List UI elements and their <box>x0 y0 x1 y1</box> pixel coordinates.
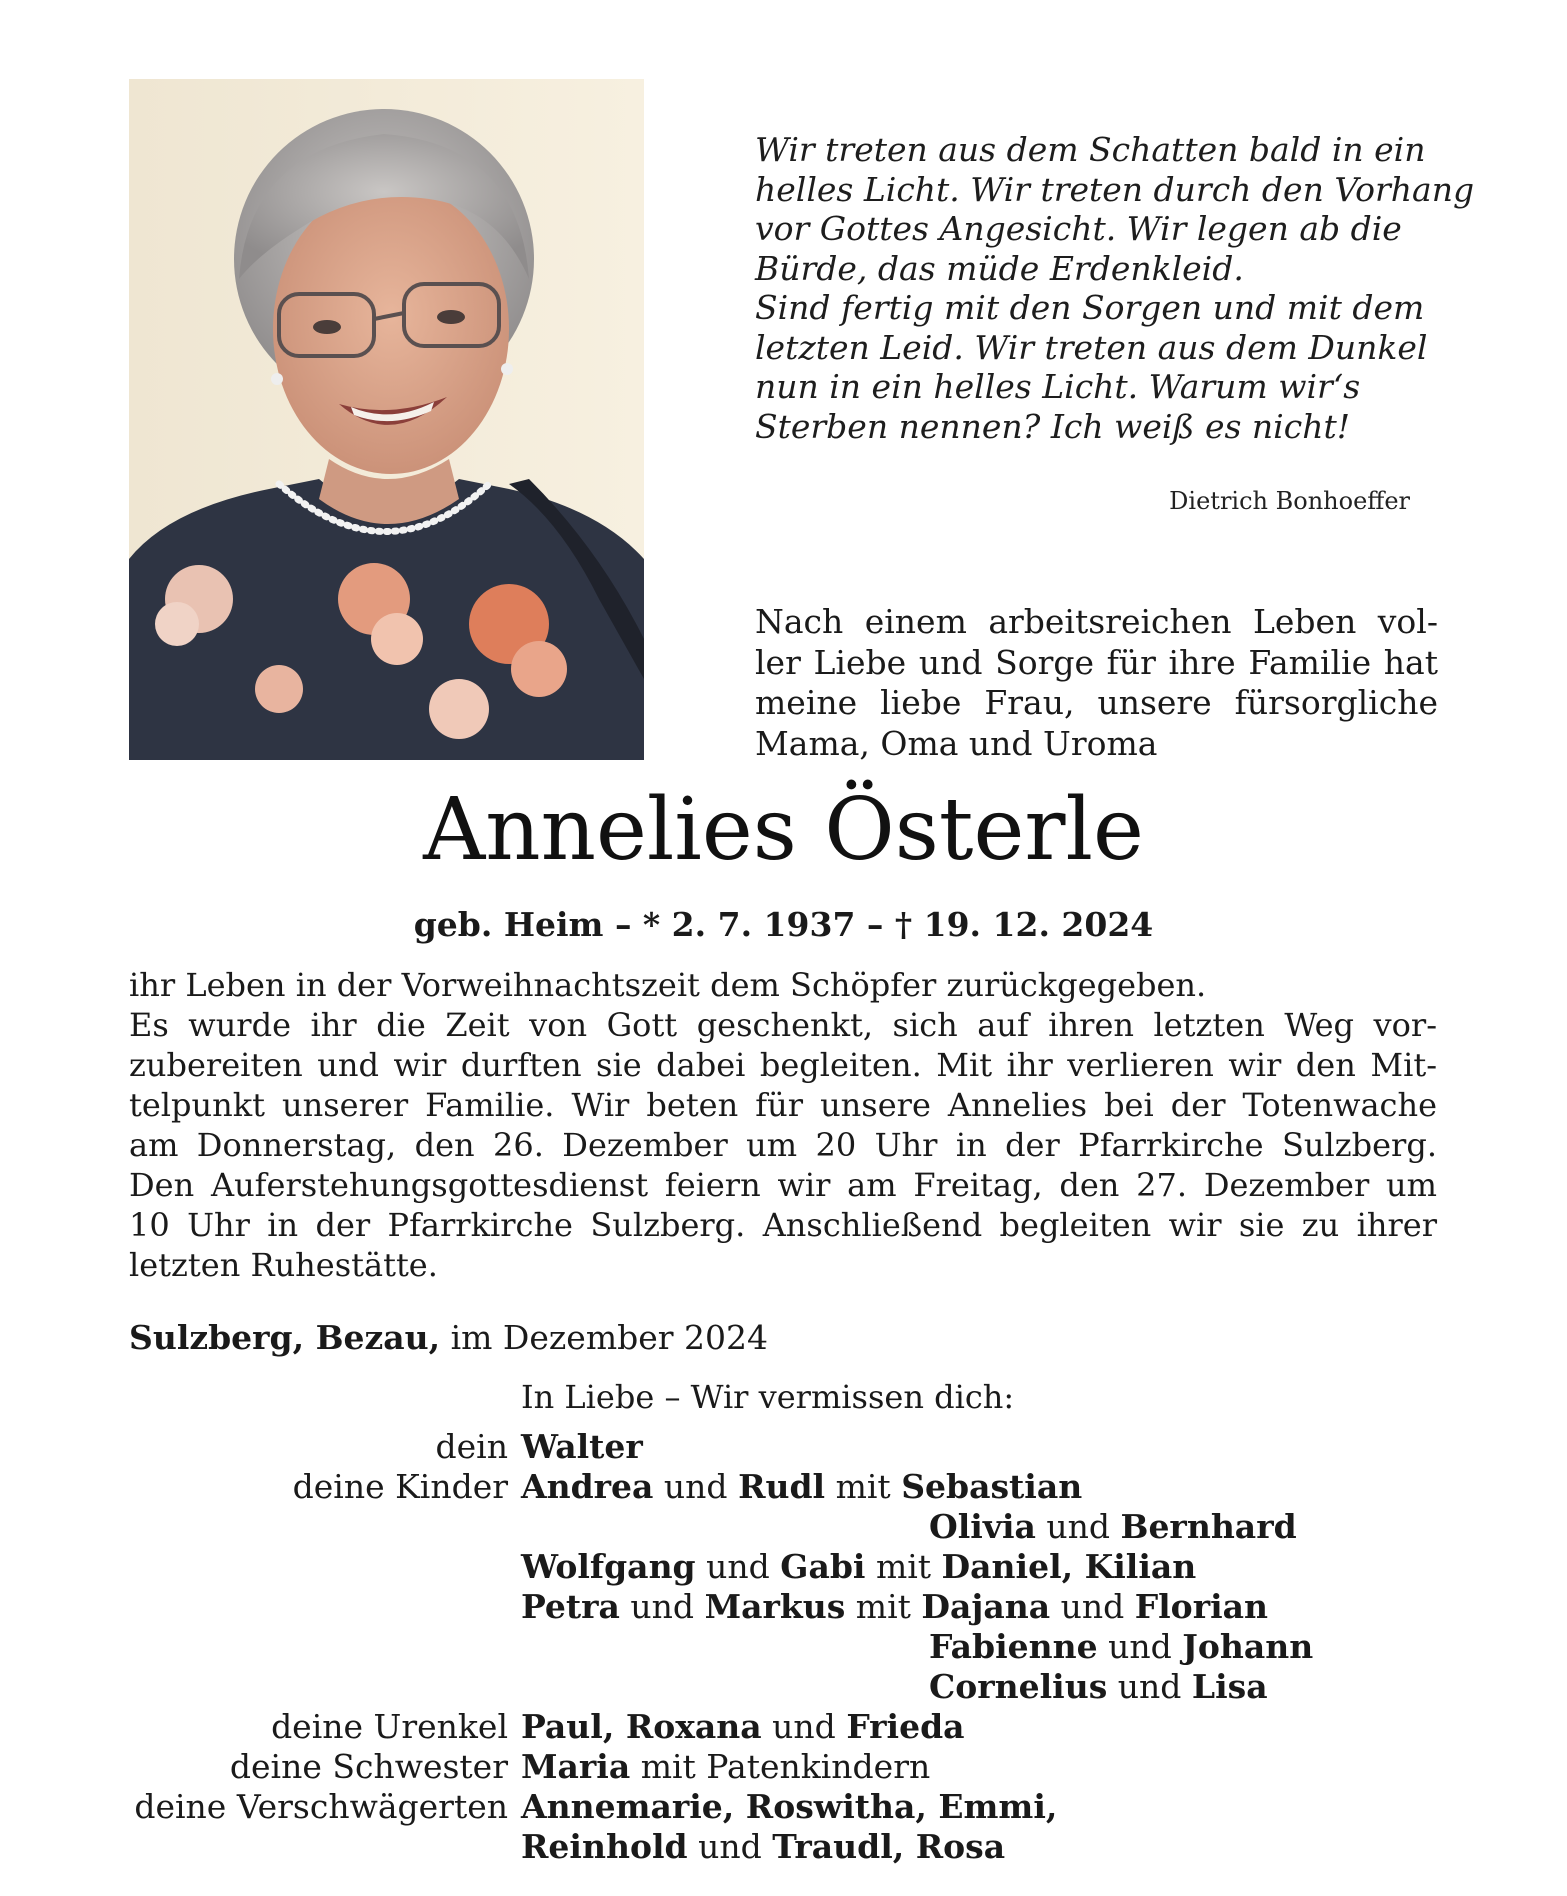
name-bold: Annemarie, Roswitha, Emmi, <box>521 1787 1058 1826</box>
name-bold: Reinhold <box>521 1827 688 1866</box>
poem-line: Sterben nennen? Ich weiß es nicht! <box>755 406 1350 446</box>
name-bold: Fabienne <box>929 1627 1098 1666</box>
mourner-names <box>929 1507 1297 1546</box>
name-bold: Paul, Roxana <box>521 1707 762 1746</box>
mourner-names <box>521 1547 1196 1586</box>
name-bold: Johann <box>1182 1627 1314 1666</box>
relation-label: deine Schwester <box>229 1747 508 1786</box>
connector: mit <box>865 1547 942 1586</box>
deceased-name: Annelies Österle <box>423 780 1144 880</box>
mourner-row <box>0 1507 1567 1547</box>
name-bold: Walter <box>521 1427 643 1466</box>
place-names: Sulzberg, Bezau, <box>129 1318 441 1357</box>
connector: und <box>1097 1627 1183 1666</box>
connector: und <box>1107 1667 1192 1706</box>
mourner-names <box>929 1627 1313 1666</box>
body-line: 10 Uhr in der Pfarrkirche Sulzberg. Anschließend begleiten wir sie zu ihrer <box>129 1206 1437 1244</box>
mourner-names <box>521 1427 643 1466</box>
body-line: Es wurde ihr die Zeit von Gott geschenkt, sich auf ihren letzten Weg vor- <box>129 1006 1437 1044</box>
name-bold: Olivia <box>929 1507 1036 1546</box>
mourner-names <box>521 1467 1082 1506</box>
relation-label: dein <box>435 1427 508 1466</box>
name-bold: Wolfgang <box>521 1547 696 1586</box>
connector: und <box>653 1467 739 1506</box>
connector: und <box>1050 1587 1135 1626</box>
mourner-names <box>521 1747 930 1786</box>
relation-label: deine Verschwägerten <box>134 1787 508 1826</box>
mourner-names <box>521 1707 965 1746</box>
poem-line: nun in ein helles Licht. Warum wir‘s <box>755 367 1361 406</box>
name-bold: Traudl, Rosa <box>772 1827 1006 1866</box>
name-bold: Maria <box>521 1747 631 1786</box>
intro-paragraph <box>755 602 1438 764</box>
name-bold: Markus <box>704 1587 846 1626</box>
mourner-row <box>0 1587 1567 1627</box>
portrait-photo <box>129 79 644 760</box>
name-bold: Gabi <box>780 1547 866 1586</box>
name-bold: Lisa <box>1191 1667 1268 1706</box>
relation-label: deine Kinder <box>292 1467 508 1506</box>
body-paragraph <box>129 965 1437 1285</box>
mourner-row <box>0 1707 1567 1747</box>
mourner-names <box>521 1587 1268 1626</box>
connector: und <box>695 1547 781 1586</box>
name-bold: Daniel, Kilian <box>941 1547 1197 1586</box>
name-bold: Frieda <box>846 1707 965 1746</box>
name-bold: Petra <box>521 1587 620 1626</box>
mourner-row <box>0 1627 1567 1667</box>
mourner-names <box>521 1787 1057 1826</box>
mourner-row <box>0 1667 1567 1707</box>
body-line: letzten Ruhestätte. <box>129 1246 438 1284</box>
portrait-illustration <box>129 79 644 760</box>
place-date-text: im Dezember 2024 <box>440 1318 769 1357</box>
intro-line: ler Liebe und Sorge für ihre Familie hat <box>755 642 1438 682</box>
poem-line: Sind fertig mit den Sorgen und mit dem <box>755 288 1425 327</box>
body-line: zubereiten und wir durften sie dabei begleiten. Mit ihr verlieren wir den Mit- <box>129 1046 1437 1084</box>
poem-line: Bürde, das müde Erdenkleid. <box>755 248 1244 288</box>
body-line: Den Auferstehungsgottesdienst feiern wir am Freitag, den 27. Dezember um <box>129 1166 1437 1204</box>
intro-line: Nach einem arbeitsreichen Leben vol- <box>755 602 1438 641</box>
poem-line: vor Gottes Angesicht. Wir legen ab die <box>755 209 1402 248</box>
connector: und <box>619 1587 705 1626</box>
poem-line: helles Licht. Wir treten durch den Vorhang <box>755 169 1475 209</box>
mourner-names <box>521 1827 1005 1866</box>
place-date <box>129 1318 768 1357</box>
connector: mit <box>825 1467 902 1506</box>
name-bold: Cornelius <box>929 1667 1108 1706</box>
relation-label: deine Urenkel <box>271 1707 508 1746</box>
body-line: telpunkt unserer Familie. Wir beten für unsere Annelies bei der Totenwache <box>129 1086 1437 1124</box>
name-bold: Rudl <box>738 1467 826 1506</box>
intro-line: Mama, Oma und Uroma <box>755 723 1158 763</box>
name-bold: Andrea <box>521 1467 654 1506</box>
name-bold: Sebastian <box>901 1467 1083 1506</box>
poem-line: Wir treten aus dem Schatten bald in ein <box>755 130 1426 169</box>
connector: und <box>687 1827 773 1866</box>
connector: mit Patenkindern <box>630 1747 931 1786</box>
name-bold: Florian <box>1134 1587 1268 1626</box>
mourner-row <box>0 1747 1567 1787</box>
body-line: am Donnerstag, den 26. Dezember um 20 Uhr in der Pfarrkirche Sulzberg. <box>129 1126 1437 1164</box>
connector: und <box>1035 1507 1121 1546</box>
mourner-row <box>0 1427 1567 1467</box>
signature-heading: In Liebe – Wir vermissen dich: <box>521 1378 1015 1416</box>
mourner-row <box>0 1787 1567 1827</box>
name-bold: Bernhard <box>1120 1507 1297 1546</box>
mourner-row <box>0 1467 1567 1507</box>
mourner-row <box>0 1547 1567 1587</box>
poem-line: letzten Leid. Wir treten aus dem Dunkel <box>755 327 1428 367</box>
birth-death-dates: geb. Heim – * 2. 7. 1937 – † 19. 12. 2024 <box>413 905 1154 944</box>
connector: mit <box>845 1587 922 1626</box>
body-line: ihr Leben in der Vorweihnachtszeit dem Schöpfer zurückgegeben. <box>129 966 1207 1004</box>
mourner-names <box>929 1667 1268 1706</box>
intro-line: meine liebe Frau, unsere fürsorgliche <box>755 683 1438 722</box>
poem-author: Dietrich Bonhoeffer <box>1169 487 1410 515</box>
name-bold: Dajana <box>921 1587 1051 1626</box>
poem <box>755 130 1475 446</box>
connector: und <box>761 1707 847 1746</box>
mourner-row <box>0 1827 1567 1867</box>
